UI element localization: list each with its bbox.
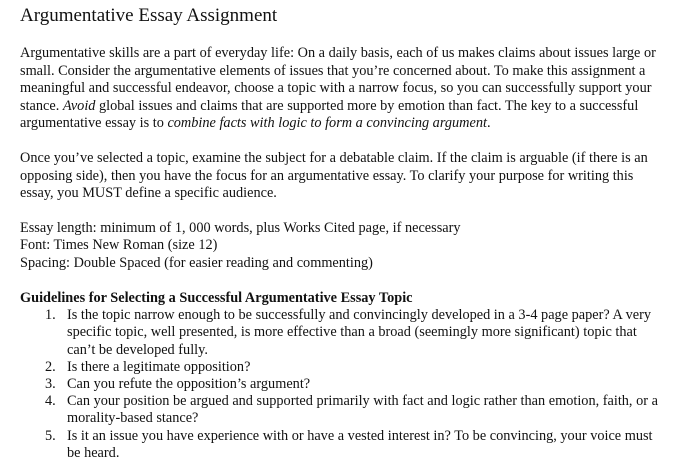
list-item [20, 359, 668, 376]
intro-text-part2: global issues and claims that are supported more by emotion than fact. The key to a successful argumentative essay is to [20, 97, 639, 132]
list-item-text: Is there a legitimate opposition? [67, 358, 251, 375]
intro-text-part3: . [486, 115, 491, 132]
topic-paragraph: Once you’ve selected a topic, examine the subject for a debatable claim. If the claim is arguable (if there is an opposing side), then you have the focus for an argumentative essay. To clarify your purpose for writing this essay, you MUST define a specific audience. [20, 149, 648, 202]
spacing-requirement: Spacing: Double Spaced (for easier reading and commenting) [20, 254, 373, 271]
guidelines-list [20, 307, 668, 462]
list-item-number: 1. [45, 307, 56, 324]
list-item [20, 428, 668, 462]
page-title: Argumentative Essay Assignment [20, 5, 278, 26]
list-item-number: 4. [45, 393, 56, 410]
font-requirement: Font: Times New Roman (size 12) [20, 237, 218, 254]
guidelines-heading: Guidelines for Selecting a Successful Argumentative Essay Topic [20, 289, 413, 306]
list-item [20, 307, 668, 359]
list-item-text: Can you refute the opposition’s argument? [67, 375, 311, 392]
list-item-text: Is the topic narrow enough to be successfully and convincingly developed in a 3-4 page paper? A very specific topic, well presented, is more effective than a broad (seemingly more significant) topic that can’t be developed fully. [67, 307, 652, 358]
avoid-emphasis: Avoid [62, 97, 96, 114]
intro-text-part1: Argumentative skills are a part of everyday life: On a daily basis, each of us makes claims about issues large or small. Consider the argumentative elements of issues that you’re concerned about. To make this assignment a meaningful and successful endeavor, choose a topic with a narrow focus, so you can successfully support your stance. [20, 45, 656, 114]
list-item-number: 3. [45, 375, 56, 392]
list-item [20, 376, 668, 393]
list-item-number: 5. [45, 427, 56, 444]
list-item-number: 2. [45, 358, 56, 375]
list-item-text: Is it an issue you have experience with or have a vested interest in? To be convincing, your voice must be heard. [67, 427, 653, 461]
list-item [20, 393, 668, 427]
intro-paragraph [20, 45, 668, 133]
document-page [20, 4, 668, 462]
list-item-text: Can your position be argued and supported primarily with fact and logic rather than emotion, faith, or a morality-based stance? [67, 393, 658, 427]
key-emphasis: combine facts with logic to form a convincing argument [167, 115, 487, 132]
requirements-block [20, 220, 668, 273]
essay-length-requirement: Essay length: minimum of 1, 000 words, plus Works Cited page, if necessary [20, 219, 461, 236]
